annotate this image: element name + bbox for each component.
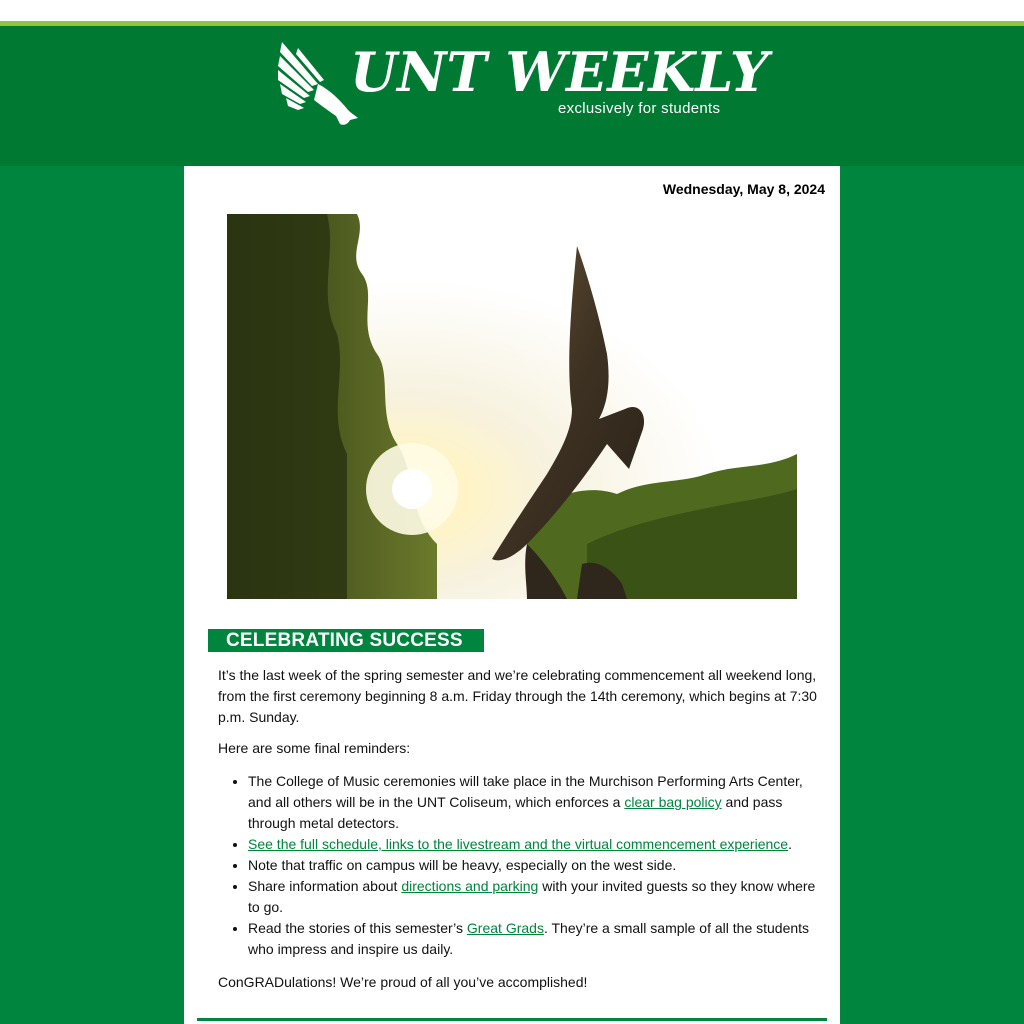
clear-bag-policy-link[interactable]: clear bag policy (624, 794, 722, 810)
intro-paragraph: It’s the last week of the spring semester and we’re celebrating commencement all weekend long, from the first ceremony beginning 8 a.m. Friday through the 14th ceremony, which begins at 7:30 p.m. Sunday. (218, 667, 817, 725)
great-grads-link[interactable]: Great Grads (466, 920, 544, 936)
eagle-logo-icon (278, 40, 360, 126)
reminders-list (218, 771, 818, 960)
eagle-statue-photo (227, 214, 797, 599)
list-item (248, 876, 818, 918)
closing-paragraph: ConGRADulations! We’re proud of all you’ve accomplished! (218, 974, 588, 990)
bullet-text: The College of Music ceremonies will take place in the Murchison Performing Arts Center, and all others will be in the UNT Coliseum, which enforces a (248, 773, 803, 810)
section-body (218, 665, 818, 1003)
bullet-text: Note that traffic on campus will be heavy, especially on the west side. (248, 857, 677, 873)
reminders-lead: Here are some final reminders: (218, 740, 411, 756)
bullet-text: with your invited guests so they know where to go. (248, 878, 816, 915)
logo-title: UNT WEEKLY (350, 40, 769, 104)
bullet-text: . They’re a small sample of all the students who impress and inspire us daily. (248, 920, 810, 957)
unt-weekly-logo[interactable] (278, 40, 769, 130)
section-divider (197, 1018, 827, 1021)
top-white-bar (0, 0, 1024, 21)
list-item (248, 834, 818, 855)
issue-date: Wednesday, May 8, 2024 (662, 181, 825, 197)
bullet-text: . (788, 836, 792, 852)
logo-tagline: exclusively for students (558, 100, 721, 117)
bullet-text: Share information about (248, 878, 402, 894)
section-title-celebrating-success: CELEBRATING SUCCESS (208, 629, 484, 652)
bullet-text: and pass through metal detectors. (248, 794, 783, 831)
newsletter-card (184, 166, 840, 1024)
list-item (248, 918, 818, 960)
bullet-text: Read the stories of this semester’s (248, 920, 467, 936)
full-schedule-link[interactable]: See the full schedule, links to the livestream and the virtual commencement experience (248, 836, 789, 852)
list-item (248, 855, 818, 876)
directions-parking-link[interactable]: directions and parking (401, 878, 539, 894)
hero-image (227, 214, 797, 599)
list-item (248, 771, 818, 834)
